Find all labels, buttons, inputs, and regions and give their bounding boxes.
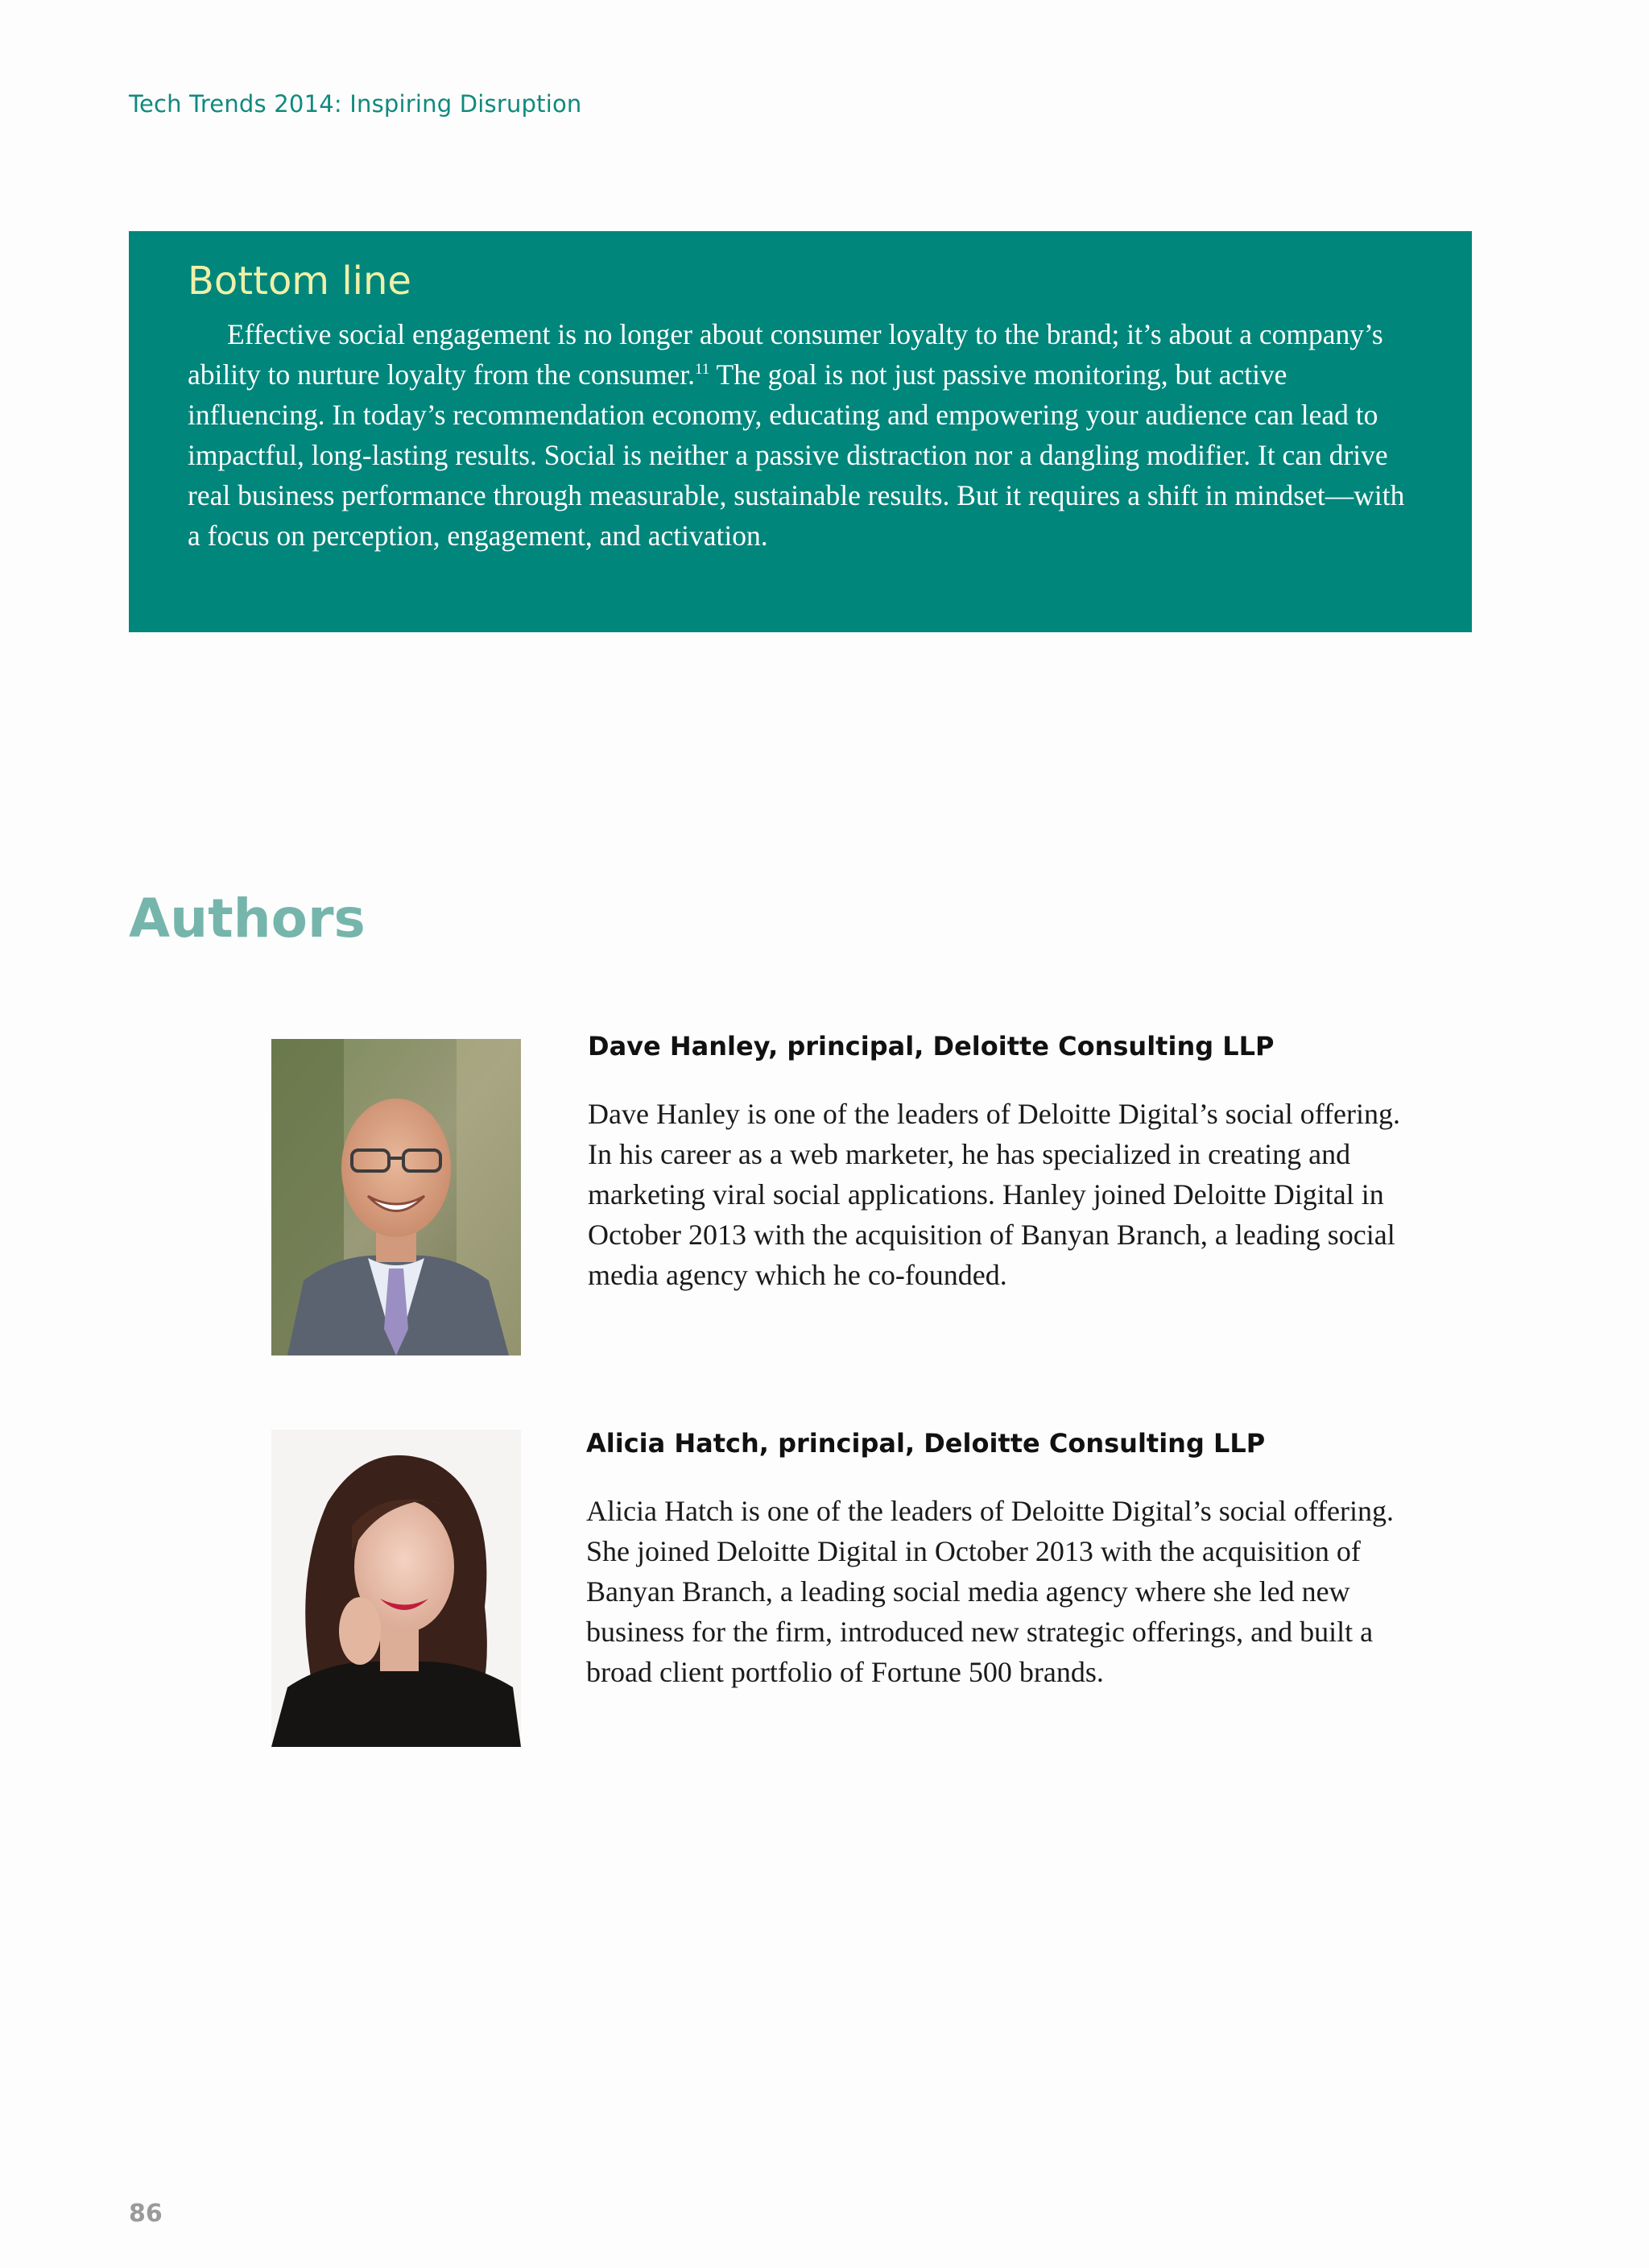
running-header: Tech Trends 2014: Inspiring Disruption xyxy=(129,90,582,118)
author-name: Dave Hanley, principal, Deloitte Consulting LLP xyxy=(588,1031,1275,1062)
author-block-dave-hanley xyxy=(588,1031,1417,1295)
bottom-line-title: Bottom line xyxy=(188,259,411,304)
page-number: 86 xyxy=(129,2200,163,2228)
bottom-line-text-part1: Effective social engagement is no longer about consumer loyalty to the brand; it’s about a company’s ability to nurture loyalty from the consumer. xyxy=(188,317,1383,391)
author-name: Alicia Hatch, principal, Deloitte Consulting LLP xyxy=(586,1428,1266,1459)
authors-heading: Authors xyxy=(129,888,366,950)
author-photo-alicia-hatch xyxy=(271,1430,521,1747)
author-photo-dave-hanley xyxy=(271,1039,521,1355)
bottom-line-text-part2: The goal is not just passive monitoring, but active influencing. In today’s recommendation economy, educating and empowering your audience can lead to impactful, long-lasting results. Social is neither a passive distraction nor a dangling modifier. It can drive real business performance through measurable, sustainable results. But it requires a shift in mindset—with a focus on perception, engagement, and activation. xyxy=(188,358,1405,552)
bottom-line-text xyxy=(188,314,1414,556)
author-bio: Dave Hanley is one of the leaders of Deloitte Digital’s social offering. In his career as a web marketer, he has specialized in creating and marketing viral social applications. Hanley joined Deloitte Digital in October 2013 with the acquisition of Banyan Branch, a leading social media agency which he co-founded. xyxy=(588,1098,1401,1292)
footnote-ref[interactable]: 11 xyxy=(695,360,710,378)
bottom-line-box xyxy=(129,231,1472,632)
author-bio: Alicia Hatch is one of the leaders of Deloitte Digital’s social offering. She joined Deloitte Digital in October 2013 with the acquisition of Banyan Branch, a leading social media agency where she led new business for the firm, introduced new strategic offerings, and built a broad client portfolio of Fortune 500 brands. xyxy=(586,1495,1395,1689)
author-block-alicia-hatch xyxy=(586,1428,1415,1692)
